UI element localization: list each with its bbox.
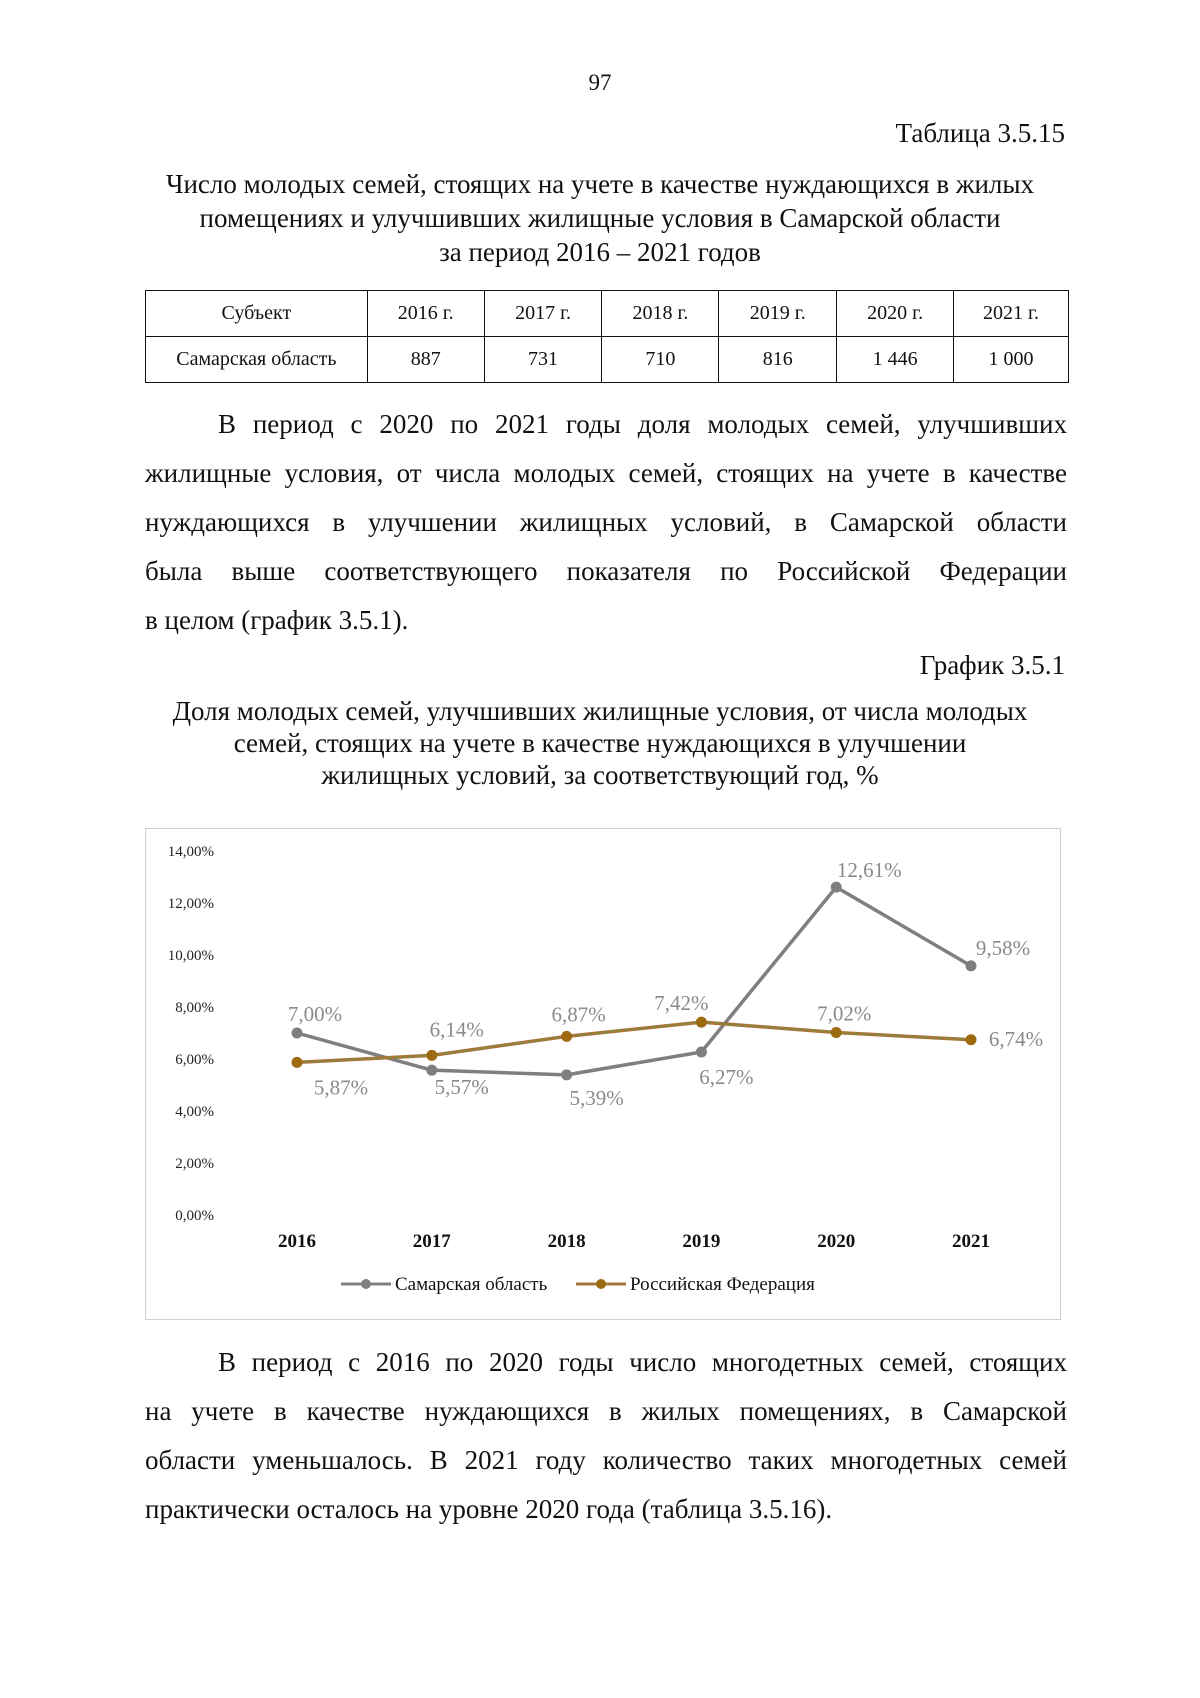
paragraph-line: практически осталось на уровне 2020 года (таблица 3.5.16). bbox=[145, 1494, 833, 1524]
data-label: 9,58% bbox=[975, 935, 1031, 960]
y-tick-label: 2,00% bbox=[175, 1156, 214, 1172]
chart-label: График 3.5.1 bbox=[919, 650, 1065, 680]
table-header-cell: 2020 г. bbox=[837, 291, 954, 337]
series-line bbox=[297, 1022, 971, 1062]
y-tick-label: 8,00% bbox=[175, 1000, 214, 1016]
data-point bbox=[831, 882, 842, 893]
y-tick-label: 6,00% bbox=[175, 1052, 214, 1068]
x-tick-label: 2019 bbox=[682, 1231, 721, 1252]
legend-label: Самарская область bbox=[395, 1274, 548, 1295]
series-line bbox=[297, 887, 971, 1075]
data-point bbox=[292, 1028, 303, 1039]
chart-title-line: семей, стоящих на учете в качестве нуждающихся в улучшении bbox=[233, 728, 967, 758]
table-header-cell: 2016 г. bbox=[367, 291, 484, 337]
table-cell: 887 bbox=[367, 337, 484, 383]
data-point bbox=[831, 1027, 842, 1038]
x-tick-label: 2021 bbox=[952, 1231, 990, 1252]
data-point bbox=[426, 1050, 437, 1061]
legend-label: Российская Федерация bbox=[630, 1274, 815, 1295]
data-label: 6,27% bbox=[699, 1064, 754, 1089]
paragraph-2 bbox=[145, 1338, 1067, 1534]
data-label: 6,87% bbox=[551, 1002, 606, 1027]
x-tick-label: 2017 bbox=[412, 1231, 451, 1252]
paragraph-line: была выше соответствующего показателя по Российской Федерации bbox=[145, 556, 1067, 586]
data-point bbox=[292, 1057, 303, 1068]
paragraph-line: на учете в качестве нуждающихся в жилых помещениях, в Самарской bbox=[145, 1396, 1067, 1426]
legend-marker bbox=[596, 1279, 606, 1289]
data-label: 5,39% bbox=[569, 1085, 624, 1110]
data-point bbox=[966, 1034, 977, 1045]
y-tick-label: 0,00% bbox=[175, 1208, 214, 1224]
paragraph-line: в целом (график 3.5.1). bbox=[145, 605, 409, 635]
table-header-row bbox=[146, 291, 1069, 337]
chart-frame bbox=[145, 828, 1061, 1320]
legend-marker bbox=[361, 1279, 371, 1289]
table-header-cell: 2019 г. bbox=[719, 291, 837, 337]
table-title-line: помещениях и улучшивших жилищные условия в Самарской области bbox=[199, 203, 1001, 233]
table-title bbox=[130, 167, 1070, 269]
table-label: Таблица 3.5.15 bbox=[895, 118, 1065, 148]
table-row bbox=[146, 337, 1069, 383]
table-cell: 816 bbox=[719, 337, 837, 383]
data-label: 6,74% bbox=[988, 1026, 1044, 1051]
y-tick-label: 10,00% bbox=[167, 948, 214, 964]
chart-title-line: жилищных условий, за соответствующий год, % bbox=[321, 760, 879, 790]
data-label: 7,42% bbox=[654, 991, 709, 1016]
paragraph-line: В период с 2020 по 2021 годы доля молодых семей, улучшивших bbox=[218, 409, 1067, 439]
chart-title-line: Доля молодых семей, улучшивших жилищные условия, от числа молодых bbox=[172, 696, 1028, 726]
data-point bbox=[966, 960, 977, 971]
data-point bbox=[696, 1046, 707, 1057]
x-tick-label: 2018 bbox=[547, 1231, 586, 1252]
table-cell: 731 bbox=[484, 337, 602, 383]
data-label: 5,57% bbox=[434, 1075, 489, 1100]
y-tick-label: 14,00% bbox=[167, 844, 214, 860]
table-title-line: Число молодых семей, стоящих на учете в качестве нуждающихся в жилых bbox=[165, 169, 1035, 199]
y-tick-label: 12,00% bbox=[167, 896, 214, 912]
table-cell: Самарская область bbox=[146, 337, 368, 383]
table-header-cell: 2018 г. bbox=[602, 291, 719, 337]
paragraph-line: жилищные условия, от числа молодых семей, стоящих на учете в качестве bbox=[145, 458, 1067, 488]
paragraph-1 bbox=[145, 400, 1067, 645]
data-label: 7,02% bbox=[817, 1001, 872, 1026]
data-label: 5,87% bbox=[313, 1075, 369, 1100]
table-header-cell: 2021 г. bbox=[954, 291, 1069, 337]
x-tick-label: 2020 bbox=[817, 1231, 856, 1252]
data-label: 6,14% bbox=[429, 1017, 484, 1042]
table-cell: 1 446 bbox=[837, 337, 954, 383]
table-header-cell: 2017 г. bbox=[484, 291, 602, 337]
x-tick-label: 2016 bbox=[278, 1231, 316, 1252]
data-point bbox=[426, 1065, 437, 1076]
table-title-line: за период 2016 – 2021 годов bbox=[439, 237, 761, 267]
data-table bbox=[145, 290, 1069, 383]
data-point bbox=[561, 1031, 572, 1042]
paragraph-line: нуждающихся в улучшении жилищных условий, в Самарской области bbox=[145, 507, 1067, 537]
data-label: 12,61% bbox=[836, 858, 902, 883]
data-label: 7,00% bbox=[287, 1002, 343, 1026]
page-number: 97 bbox=[588, 70, 612, 95]
table-header-cell: Субъект bbox=[146, 291, 368, 337]
chart-title bbox=[130, 695, 1070, 791]
y-tick-label: 4,00% bbox=[175, 1104, 214, 1120]
line-chart bbox=[146, 829, 1062, 1321]
paragraph-line: В период с 2016 по 2020 годы число многодетных семей, стоящих bbox=[218, 1347, 1067, 1377]
data-point bbox=[561, 1069, 572, 1080]
data-point bbox=[696, 1017, 707, 1028]
table-cell: 710 bbox=[602, 337, 719, 383]
paragraph-line: области уменьшалось. В 2021 году количество таких многодетных семей bbox=[145, 1445, 1067, 1475]
table-cell: 1 000 bbox=[954, 337, 1069, 383]
